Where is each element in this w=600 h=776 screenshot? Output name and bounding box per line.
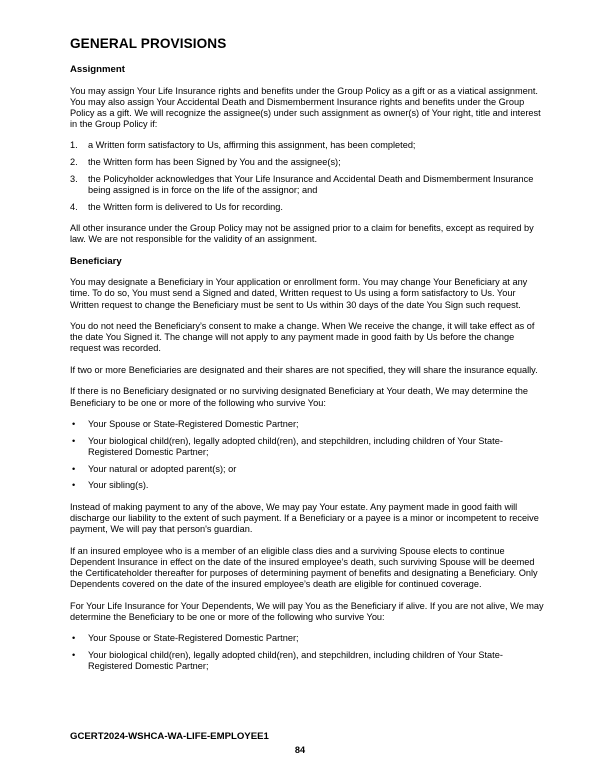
list-item (70, 650, 546, 672)
list-number: 3. (70, 173, 78, 184)
bullet-icon: • (72, 633, 76, 644)
beneficiary-paragraph: If there is no Beneficiary designated or no surviving designated Beneficiary at Your death, We may determine the Beneficiary to be one or more of the following who survive You: (70, 386, 528, 408)
beneficiary-paragraph: If an insured employee who is a member of an eligible class dies and a surviving Spouse elects to continue Dependent Insurance in effect on the date of the insured employee’s death, such surviving Spouse will be deemed the Certificateholder thereafter for purposes of determining payment of benefits and designating a Beneficiary. Only Dependents covered on the date of the insured employee’s death are eligible for continued coverage. (70, 545, 538, 589)
beneficiary-paragraph: You do not need the Beneficiary’s consent to make a change. When We receive the change, it will take effect as of the date You Signed it. The change will not apply to any payment made in good faith by Us before the change request was recorded. (70, 321, 535, 354)
list-item-text: the Written form is delivered to Us for recording. (88, 201, 283, 212)
list-item (70, 436, 546, 458)
bullet-icon: • (72, 419, 76, 430)
beneficiary-paragraph: If two or more Beneficiaries are designated and their shares are not specified, they will share the insurance equally. (70, 364, 538, 375)
page-content (70, 36, 546, 683)
list-item-text: Your natural or adopted parent(s); or (88, 463, 237, 474)
list-item-text: a Written form satisfactory to Us, affirming this assignment, has been completed; (88, 140, 416, 151)
page-title: GENERAL PROVISIONS (70, 36, 227, 51)
bullet-icon: • (72, 480, 76, 491)
list-item-text: the Written form has been Signed by You and the assignee(s); (88, 157, 341, 168)
list-item (70, 633, 546, 644)
bullet-icon: • (72, 435, 76, 446)
bullet-icon: • (72, 649, 76, 660)
assignment-closing: All other insurance under the Group Policy may not be assigned prior to a claim for benefits, except as required by law. We are not responsible for the validity of an assignment. (70, 223, 534, 245)
assignment-intro: You may assign Your Life Insurance rights and benefits under the Group Policy as a gift or as a viatical assignment. You may also assign Your Accidental Death and Dismemberment Insurance rights and benefits under the Group Policy as a gift. We will recognize the assignee(s) under such assignment as owner(s) of Your right, title and interest in the Group Policy if: (70, 85, 541, 129)
list-item-text: the Policyholder acknowledges that Your Life Insurance and Accidental Death and Dismemberment Insurance being assigned is in force on the life of the assignor; and (88, 173, 534, 195)
list-item (70, 157, 546, 168)
page-number: 84 (294, 745, 306, 755)
list-item (70, 464, 546, 475)
list-item (70, 480, 546, 491)
list-item-text: Your biological child(ren), legally adopted child(ren), and stepchildren, including children of Your State-Registered Domestic Partner; (88, 435, 503, 457)
list-item (70, 174, 546, 196)
beneficiary-paragraph: You may designate a Beneficiary in Your application or enrollment form. You may change Your Beneficiary at any time. To do so, You must send a Signed and dated, Written request to Us using a form satisfactory to Us. Your Written request to change the Beneficiary must be sent to Us within 30 days of the date You Sign such request. (70, 277, 528, 310)
list-number: 4. (70, 201, 78, 212)
list-number: 1. (70, 140, 78, 151)
list-item-text: Your sibling(s). (88, 480, 149, 491)
list-item (70, 202, 546, 213)
list-item-text: Your biological child(ren), legally adopted child(ren), and stepchildren, including children of Your State-Registered Domestic Partner; (88, 649, 503, 672)
list-number: 2. (70, 157, 78, 168)
list-item-text: Your Spouse or State-Registered Domestic Partner; (88, 633, 299, 644)
dependent-survivor-list (70, 633, 546, 672)
form-code: GCERT2024-WSHCA-WA-LIFE-EMPLOYEE1 (70, 731, 269, 742)
survivor-list (70, 419, 546, 491)
beneficiary-paragraph: Instead of making payment to any of the above, We may pay Your estate. Any payment made in good faith will discharge our liability to the extent of such payment. If a Beneficiary or a payee is a minor or incompetent to receive payment, We will pay that person's guardian. (70, 501, 539, 535)
assignment-conditions-list (70, 140, 546, 212)
beneficiary-paragraph: For Your Life Insurance for Your Dependents, We will pay You as the Beneficiary if alive. If you are not alive, We may determine the Beneficiary to be one or more of the following who survive You: (70, 600, 544, 622)
list-item (70, 140, 546, 151)
list-item (70, 419, 546, 430)
list-item-text: Your Spouse or State-Registered Domestic Partner; (88, 419, 299, 430)
bullet-icon: • (72, 463, 76, 474)
beneficiary-heading: Beneficiary (70, 255, 122, 267)
assignment-heading: Assignment (70, 64, 125, 75)
